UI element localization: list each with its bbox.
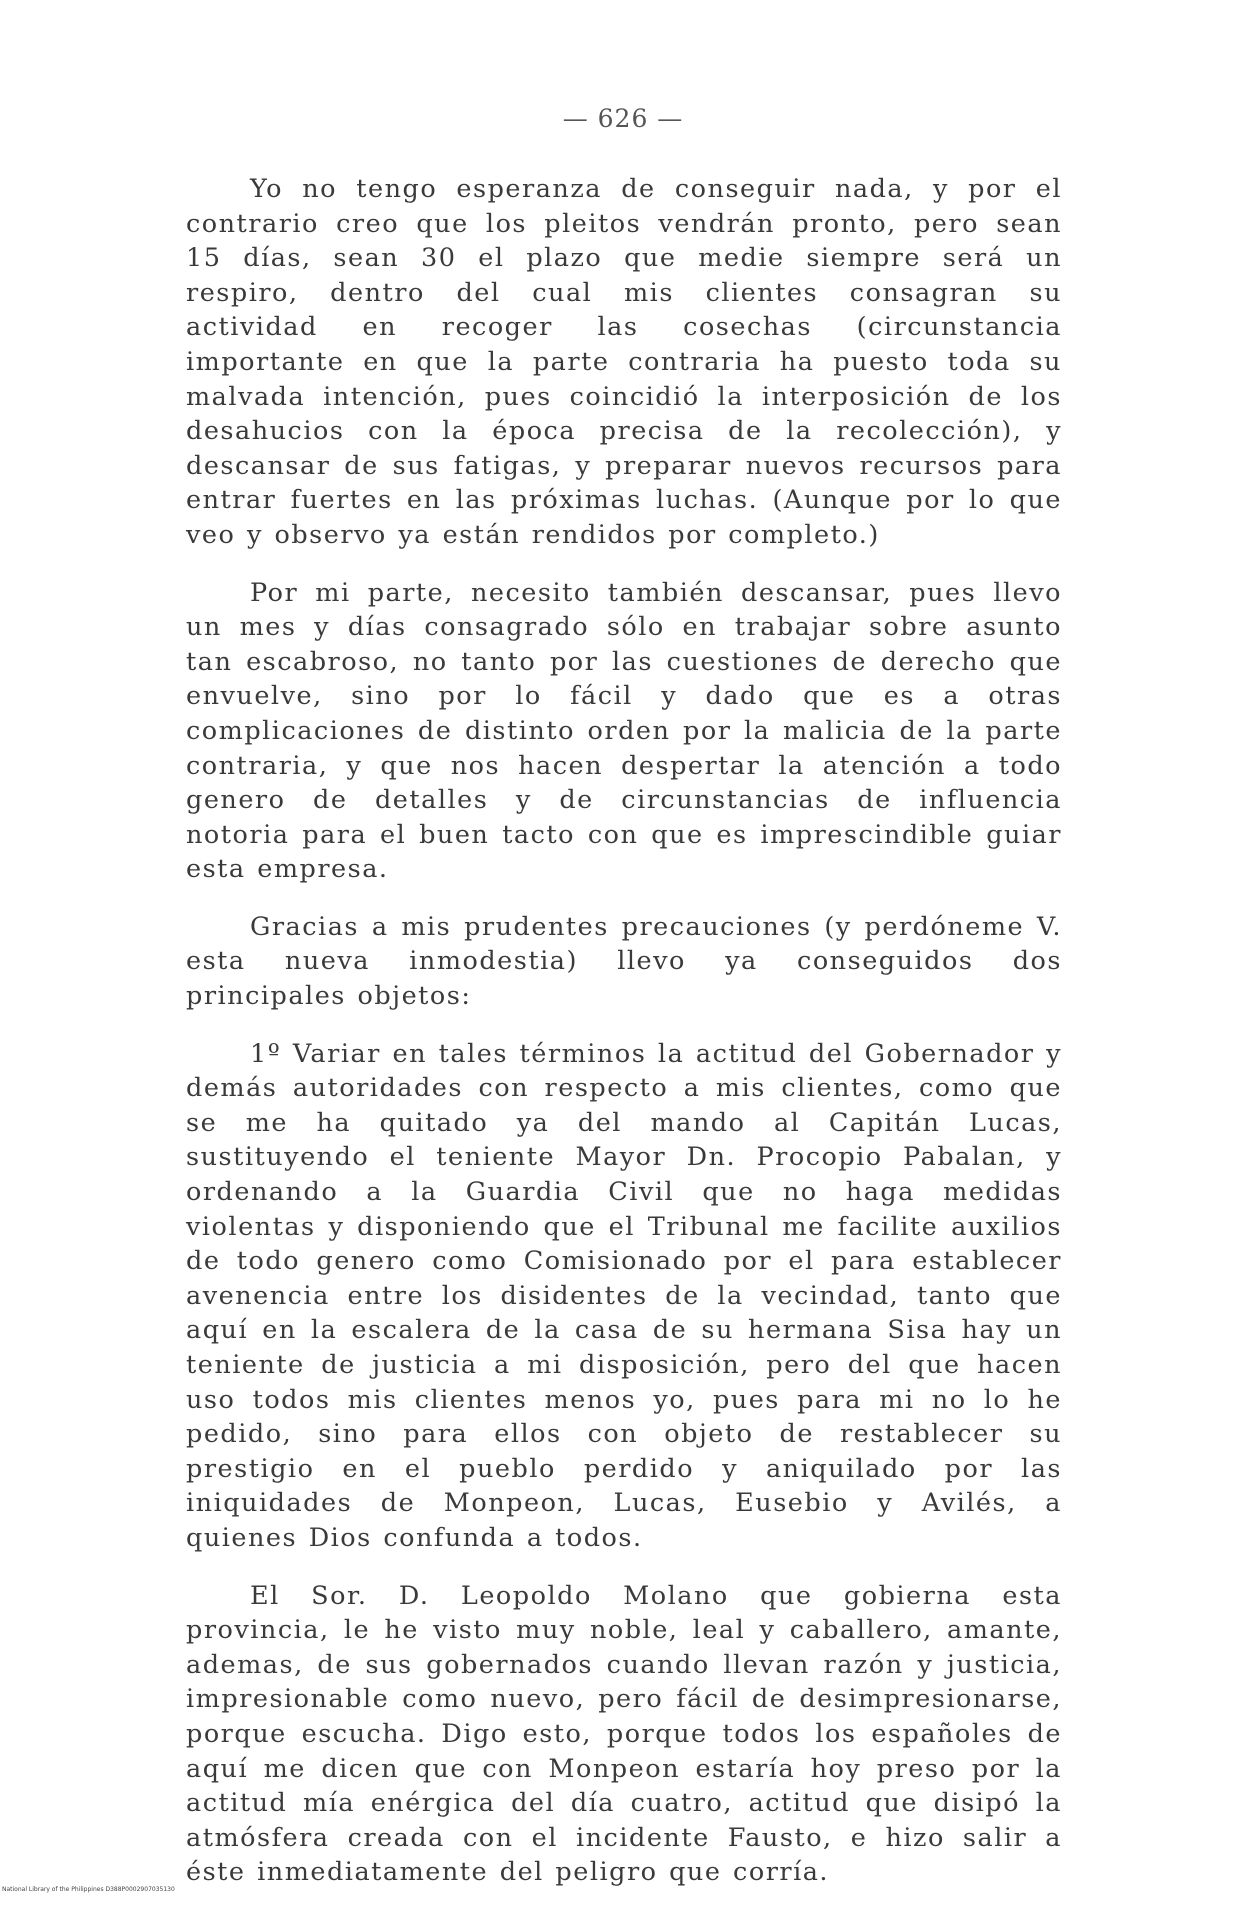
body-text	[186, 172, 1062, 1913]
archive-footer: National Library of the Philippines D388P0002907035130	[2, 1886, 175, 1893]
paragraph-5: El Sor. D. Leopoldo Molano que gobierna esta provincia, le he visto muy noble, leal y caballero, amante, ademas, de sus gobernados cuando llevan razón y justicia, impresionable como nuevo, pero fácil de desimpresionarse, porque escucha. Digo esto, porque todos los españoles de aquí me dicen que con Monpeon estaría hoy preso por la actitud mía enérgica del día cuatro, actitud que disipó la atmósfera creada con el incidente Fausto, e hizo salir a éste inmediatamente del peligro que corría.	[186, 1580, 1062, 1888]
paragraph-3: Gracias a mis prudentes precauciones (y perdóneme V. esta nueva inmodestia) llevo ya conseguidos dos principales objetos:	[186, 911, 1062, 1012]
page-number: — 626 —	[562, 104, 684, 133]
paragraph-1: Yo no tengo esperanza de conseguir nada, y por el contrario creo que los pleitos vendrán pronto, pero sean 15 días, sean 30 el plazo que medie siempre será un respiro, dentro del cual mis clientes consagran su actividad en recoger las cosechas (circunstancia importante en que la parte contraria ha puesto toda su malvada intención, pues coincidió la interposición de los desahucios con la época precisa de la recolección), y descansar de sus fatigas, y preparar nuevos recursos para entrar fuertes en las próximas luchas. (Aunque por lo que veo y observo ya están rendidos por completo.)	[186, 174, 1062, 550]
paragraph-4: 1º Variar en tales términos la actitud del Gobernador y demás autoridades con respecto a mis clientes, como que se me ha quitado ya del mando al Capitán Lucas, sustituyendo el teniente Mayor Dn. Procopio Pabalan, y ordenando a la Guardia Civil que no haga medidas violentas y disponiendo que el Tribunal me facilite auxilios de todo genero como Comisionado por el para establecer avenencia entre los disidentes de la vecindad, tanto que aquí en la escalera de la casa de su hermana Sisa hay un teniente de justicia a mi disposición, pero del que hacen uso todos mis clientes menos yo, pues para mi no lo he pedido, sino para ellos con objeto de restablecer su prestigio en el pueblo perdido y aniquilado por las iniquidades de Monpeon, Lucas, Eusebio y Avilés, a quienes Dios confunda a todos.	[186, 1038, 1062, 1553]
paragraph-2: Por mi parte, necesito también descansar, pues llevo un mes y días consagrado sólo en trabajar sobre asunto tan escabroso, no tanto por las cuestiones de derecho que envuelve, sino por lo fácil y dado que es a otras complicaciones de distinto orden por la malicia de la parte contraria, y que nos hacen despertar la atención a todo genero de detalles y de circunstancias de influencia notoria para el buen tacto con que es imprescindible guiar esta empresa.	[186, 577, 1062, 885]
